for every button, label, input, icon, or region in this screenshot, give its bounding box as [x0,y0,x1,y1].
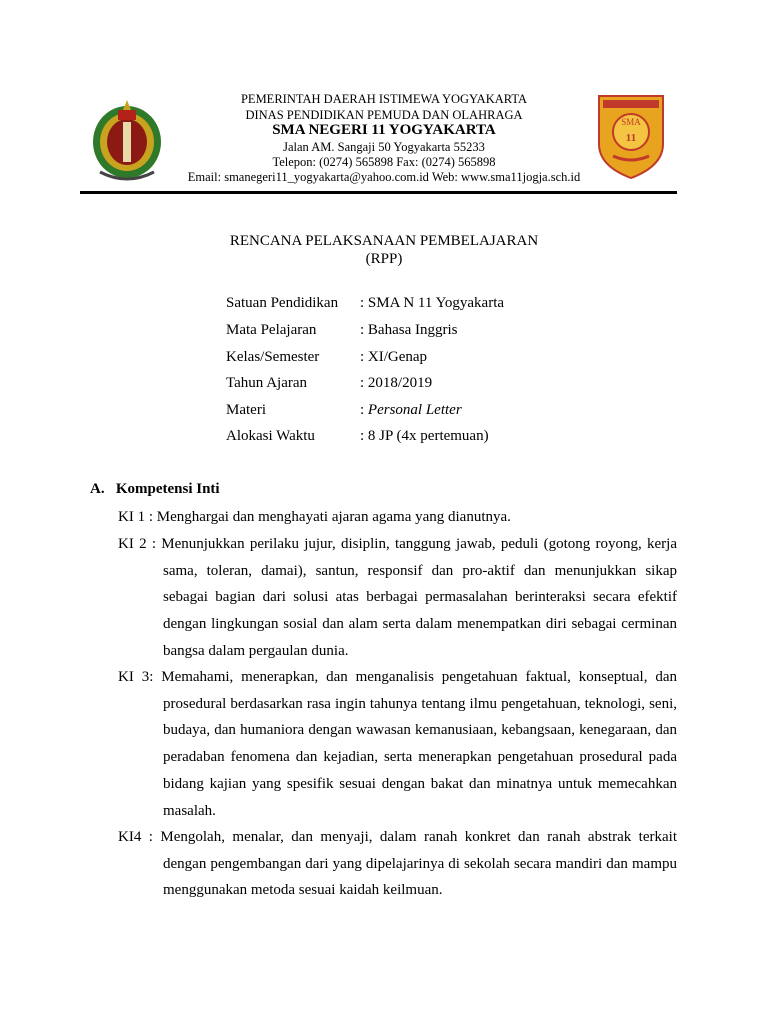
identity-label: Satuan Pendidikan [226,295,339,311]
ki3-line: budaya, dan humaniora dengan wawasan kemanusiaan, kebangsaan, kenegaraan, dan [163,722,677,738]
ki2-line: dengan lingkungan sosial dan alam serta dalam menempatkan diri sebagai cerminan [163,616,677,632]
section-heading [90,481,220,498]
ki3-line: bidang kajian yang spesifik sesuai dengan bakat dan minatnya untuk memecahkan [163,776,677,792]
ki4-line: menggunakan metoda sesuai kaidah keilmuan. [163,882,443,898]
ki4-line: KI4 : Mengolah, menalar, dan menyaji, dalam ranah konkret dan ranah abstrak terkait [118,829,677,845]
identity-value: : 2018/2019 [360,375,433,391]
ki2-line: sama, toleran, damai), santun, responsif dan pro-aktif dan menunjukkan sikap [163,563,677,579]
ki1-text: KI 1 : Menghargai dan menghayati ajaran agama yang dianutnya. [118,509,511,525]
ki2-line: sebagai bagian dari solusi atas berbagai permasalahan berinteraksi secara efektif [163,589,677,605]
header-email-web: Email: smanegeri11_yogyakarta@yahoo.com.id Web: www.sma11jogja.sch.id [187,170,581,184]
identity-value-italic: Personal Letter [367,402,462,418]
section-marker: A. [90,481,105,497]
header-department: DINAS PENDIDIKAN PEMUDA DAN OLAHRAGA [245,108,523,122]
ki3-line: peradaban fenomena dan kejadian, serta menerapkan pengetahuan prosedural pada [163,749,677,765]
ki4-line: dengan pengembangan dari yang dipelajarinya di sekolah secara mandiri dan mampu [163,856,677,872]
identity-value: : SMA N 11 Yogyakarta [360,295,505,311]
header-phone: Telepon: (0274) 565898 Fax: (0274) 565898 [272,155,496,169]
section-title: Kompetensi Inti [115,481,220,497]
identity-value: : 8 JP (4x pertemuan) [360,428,489,444]
identity-label: Mata Pelajaran [226,322,317,338]
header-divider [80,191,677,194]
ki2-line: bangsa dalam pergaulan dunia. [163,643,349,659]
header-government: PEMERINTAH DAERAH ISTIMEWA YOGYAKARTA [240,92,527,106]
identity-label: Materi [226,402,266,418]
identity-label: Tahun Ajaran [226,375,308,391]
identity-value: : Bahasa Inggris [360,322,458,338]
ki3-line: masalah. [163,803,216,819]
ki3-line: prosedural berdasarkan rasa ingin tahunya tentang ilmu pengetahuan, teknologi, seni, [163,696,677,712]
identity-value-prefix: : [360,402,368,418]
header-address: Jalan AM. Sangaji 50 Yogyakarta 55233 [283,140,485,154]
identity-label: Kelas/Semester [226,349,320,365]
identity-value: : XI/Genap [360,349,428,365]
identity-value [360,402,462,419]
ki3-line: KI 3: Memahami, menerapkan, dan menganalisis pengetahuan faktual, konseptual, dan [118,669,677,685]
document-subtitle: (RPP) [365,251,403,267]
svg-text:SMA: SMA [621,117,641,127]
document-title: RENCANA PELAKSANAAN PEMBELAJARAN [229,233,539,249]
ki2-line: KI 2 : Menunjukkan perilaku jujur, disiplin, tanggung jawab, peduli (gotong royong, kerja [118,536,677,552]
header-school-name: SMA NEGERI 11 YOGYAKARTA [272,122,496,138]
identity-label: Alokasi Waktu [226,428,315,444]
svg-text:11: 11 [625,132,637,144]
